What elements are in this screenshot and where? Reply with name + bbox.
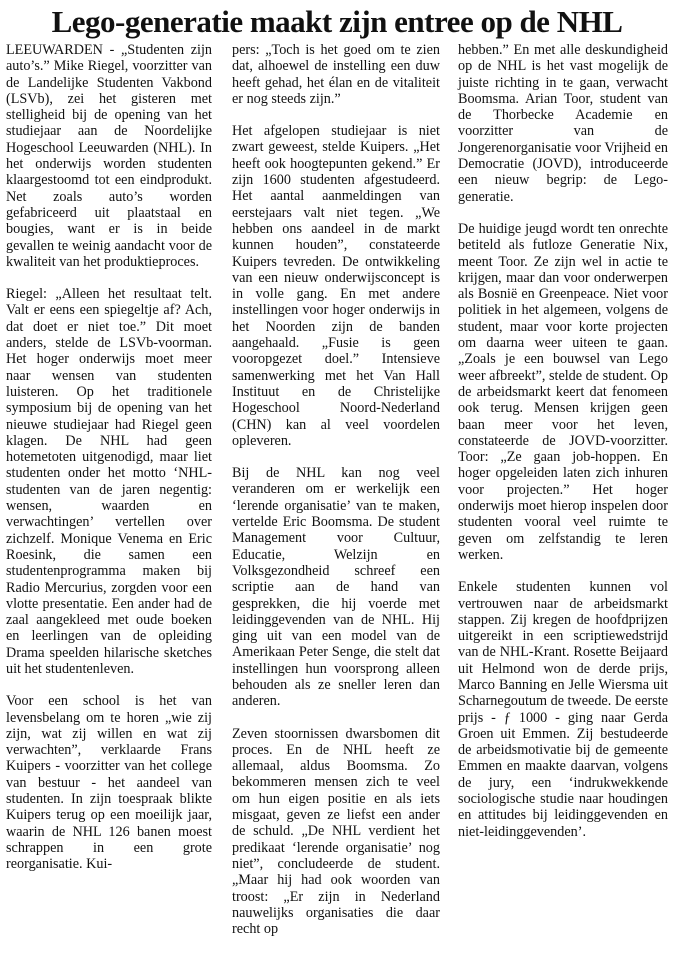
column-1 [6,42,212,889]
headline: Lego-generatie maakt zijn entree op de NHL [51,4,623,39]
paragraph: LEEUWARDEN - „Studenten zijn auto’s.” Mike Riegel, voorzitter van de Landelijke Studenten Vakbond (LSVb), zei het gisteren met stelligheid bij de opening van het studiejaar aan de Noordelijke Hogeschool Leeuwarden (NHL). In het onderwijs worden studenten klaargestoomd tot een eindprodukt. Net zoals auto’s worden gefabriceerd uit plaatstaal en bougies, want er is in beide gevallen te weinig aandacht voor de kwaliteit van het produktieproces. [6,42,212,270]
column-2 [232,42,440,953]
paragraph: Enkele studenten kunnen vol vertrouwen naar de arbeidsmarkt stappen. Zij kregen de hoofdprijzen uitgereikt in een scriptiewedstrijd van de NHL-Krant. Rosette Beijaard uit Helmond won de derde prijs, Marco Banning en Jelle Wiersma uit Scharnegoutum de tweede. De eerste prijs - ƒ 1000 - ging naar Gerda Groen uit Emmen. Zij bestudeerde de arbeidsmotivatie bij de gemeente Emmen en maakte daarvan, volgens de jury, een ‘indrukwekkende sociologische studie naar houdingen en attitudes bij leidinggevenden en niet-leidinggevenden’. [458,579,668,840]
paragraph: Riegel: „Alleen het resultaat telt. Valt er eens een spiegeltje af? Ach, dat doet er niet toe.” Dit moet anders, stelde de LSVb-voorman. Het hoger onderwijs moet meer naar wensen van studenten luisteren. Op het traditionele symposium bij de opening van het nieuwe studiejaar had Riegel geen klagen. De NHL had geen hotemetoten uitgenodigd, maar liet studenten onder het motto ‘NHL-studenten van de jaren negentig: wensen, waarden en verwachtingen’ vertellen over zichzelf. Monique Venema en Eric Roesink, die samen een studentenprogramma maken bij Radio Mercurius, zorgden voor een vlotte presentatie. Een ander had de zaal aangekleed met oude boeken en leerlingen van de opleiding Drama speelden hilarische sketches uit het studentenleven. [6,286,212,677]
paragraph: hebben.” En met alle deskundigheid op de NHL is het vast mogelijk de juiste richting in te gaan, verwacht Boomsma. Arian Toor, student van de Thorbecke Academie en voorzitter van de Jongerenorganisatie voor Vrijheid en Democratie (JOVD), introduceerde een nieuw begrip: de Lego-generatie. [458,42,668,205]
paragraph: Bij de NHL kan nog veel veranderen om er werkelijk een ‘lerende organisatie’ van te maken, vertelde Eric Boomsma. De student Management voor Cultuur, Educatie, Welzijn en Volksgezondheid schreef een scriptie aan de hand van gesprekken, die hij voerde met leidinggevenden van de NHL. Hij ging uit van een model van de Amerikaan Peter Senge, die stelt dat instellingen hun voorsprong alleen behouden als ze sneller leren dan anderen. [232,465,440,710]
paragraph: pers: „Toch is het goed om te zien dat, alhoewel de instelling een duw heeft gehad, het élan en de vitaliteit er nog steeds zijn.” [232,42,440,107]
paragraph: Voor een school is het van levensbelang om te horen „wie zij zijn, wat zij willen en wat zij verwachten”, verklaarde Frans Kuipers - voorzitter van het college van bestuur - het aandeel van studenten. In zijn toespraak blikte Kuipers terug op een moeilijk jaar, waarin de NHL 126 banen moest schrappen in een grote reorganisatie. Kui- [6,693,212,873]
paragraph: Zeven stoornissen dwarsbomen dit proces. En de NHL heeft ze allemaal, aldus Boomsma. Zo bekommeren mensen zich te veel om hun eigen positie en als iets misgaat, geven ze liefst een ander de schuld. „De NHL verdient het predikaat ‘lerende organisatie’ nog niet”, concludeerde de student. „Maar hij had ook woorden van troost: „Er zijn in Nederland nauwelijks organisaties die daar recht op [232,725,440,938]
paragraph: Het afgelopen studiejaar is niet zwart geweest, stelde Kuipers. „Het heeft ook hoogtepunten gekend.” Er zijn 1600 studenten afgestudeerd. Het aantal aanmeldingen van eerstejaars valt niet tegen. „We hebben ons aandeel in de markt kunnen houden”, constateerde Kuipers tevreden. De ontwikkeling van een nieuw onderwijsconcept is in volle gang. En met andere instellingen voor hoger onderwijs in het Noorden zijn de banden aangehaald. „Fusie is geen vooropgezet doel.” Intensieve samenwerking met het Van Hall Instituut en de Christelijke Hogeschool Noord-Nederland (CHN) kan al veel voordelen opleveren. [232,123,440,449]
column-3 [458,42,668,856]
paragraph: De huidige jeugd wordt ten onrechte betiteld als futloze Generatie Nix, meent Toor. Ze zijn wel in actie te krijgen, maar dan voor onderwerpen als Bosnië en Greenpeace. Niet voor politiek in het algemeen, volgens de student, maar voor korte projecten om daarna weer uiteen te gaan. „Zoals je een bouwsel van Lego weer afbreekt”, stelde de student. Op de arbeidsmarkt keert dat fenomeen ook terug. Mensen krijgen geen baan meer voor het leven, constateerde de JOVD-voorzitter. Toor: „Ze gaan job-hoppen. En hoger opgeleiden laten zich inhuren voor projecten.” Het hoger onderwijs moet hierop inspelen door studenten vooral veel ruimte te geven om zelfstandig te leren werken. [458,220,668,563]
